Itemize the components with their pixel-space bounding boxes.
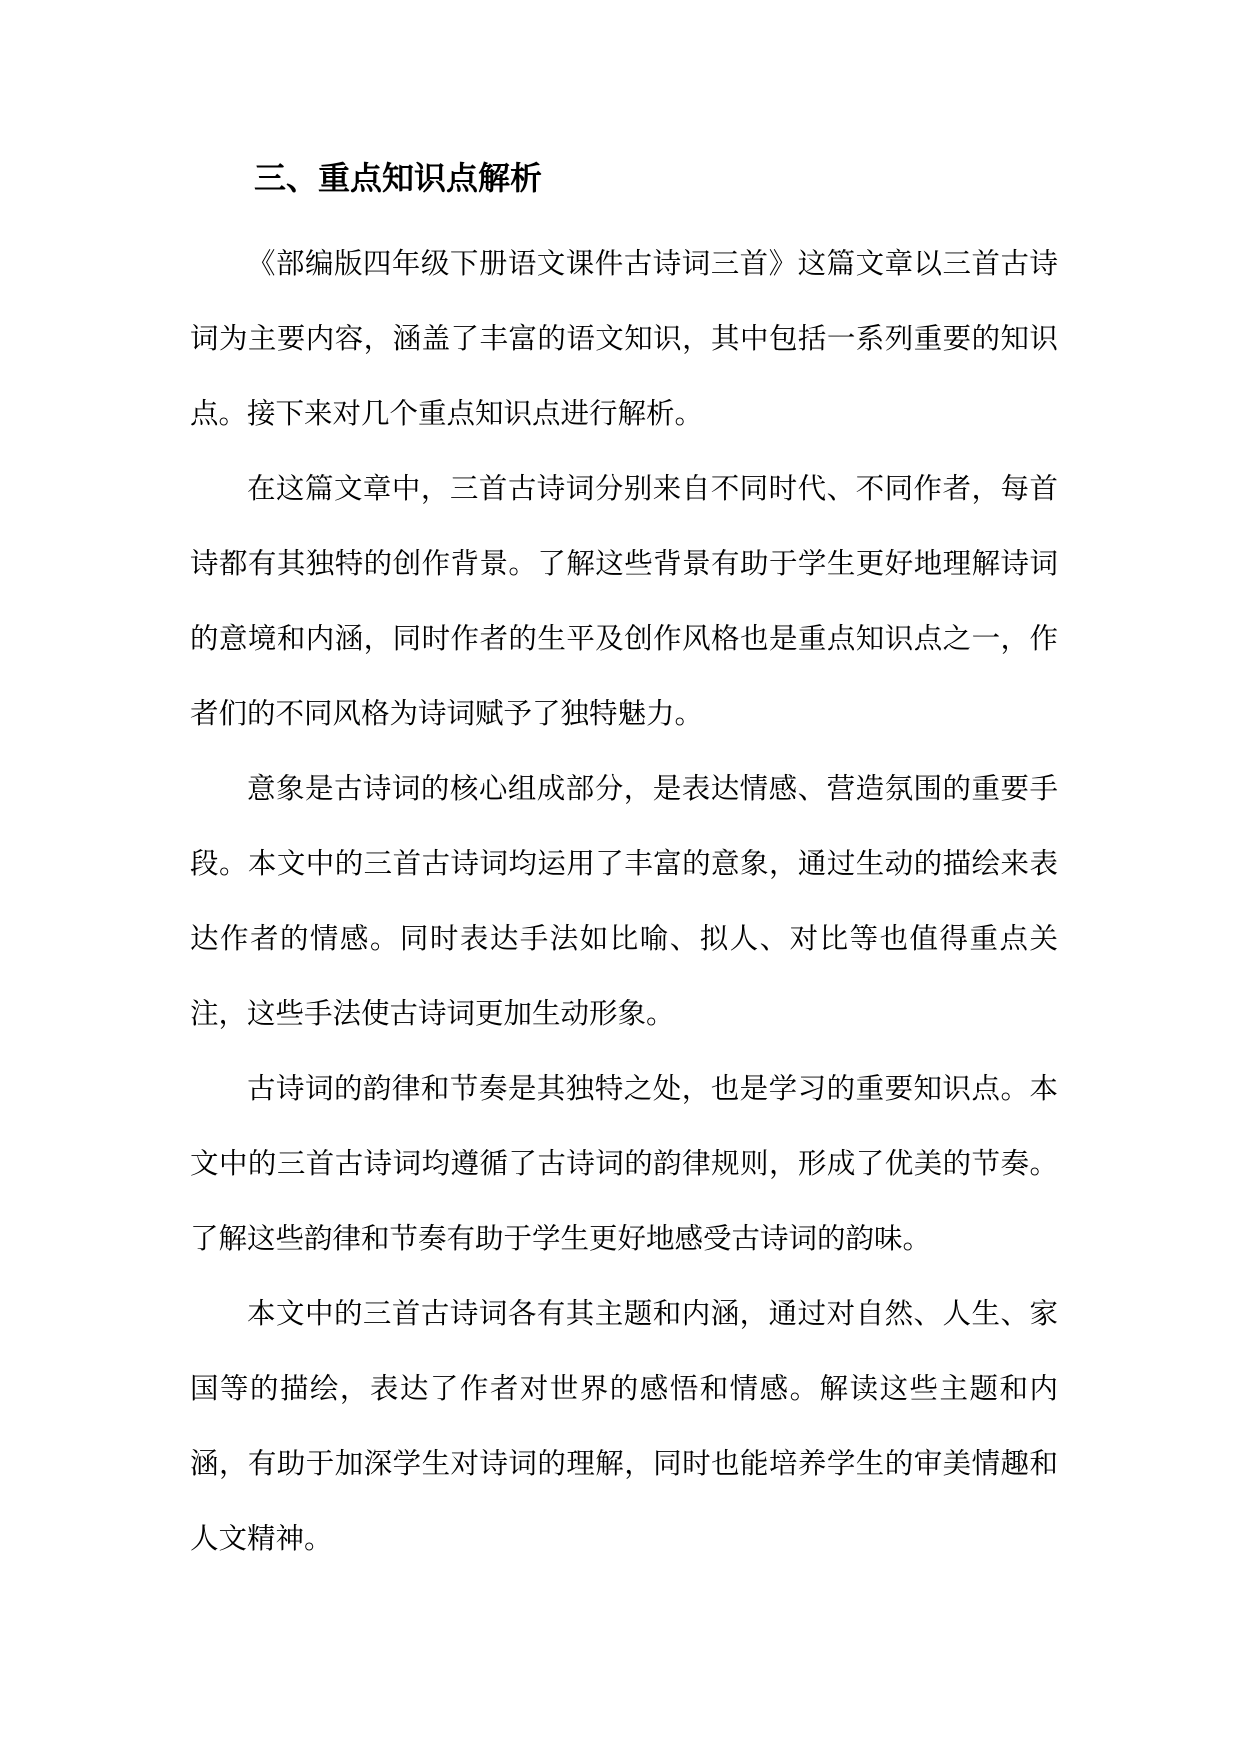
section-heading: 三、重点知识点解析 — [254, 159, 543, 197]
paragraph: 在这篇文章中，三首古诗词分别来自不同时代、不同作者，每首诗都有其独特的创作背景。了解这些背景有助于学生更好地理解诗词的意境和内涵，同时作者的生平及创作风格也是重点知识点之一，作者们的不同风格为诗词赋予了独特魅力。 — [190, 472, 1058, 730]
paragraph: 古诗词的韵律和节奏是其独特之处，也是学习的重要知识点。本文中的三首古诗词均遵循了古诗词的韵律规则，形成了优美的节奏。了解这些韵律和节奏有助于学生更好地感受古诗词的韵味。 — [190, 1072, 1058, 1255]
paragraph: 《部编版四年级下册语文课件古诗词三首》这篇文章以三首古诗词为主要内容，涵盖了丰富的语文知识，其中包括一系列重要的知识点。接下来对几个重点知识点进行解析。 — [190, 247, 1058, 430]
paragraph: 本文中的三首古诗词各有其主题和内涵，通过对自然、人生、家国等的描绘，表达了作者对世界的感悟和情感。解读这些主题和内涵，有助于加深学生对诗词的理解，同时也能培养学生的审美情趣和人文精神。 — [190, 1297, 1058, 1555]
page-content — [190, 148, 1058, 1576]
paragraph: 意象是古诗词的核心组成部分，是表达情感、营造氛围的重要手段。本文中的三首古诗词均运用了丰富的意象，通过生动的描绘来表达作者的情感。同时表达手法如比喻、拟人、对比等也值得重点关注，这些手法使古诗词更加生动形象。 — [190, 772, 1058, 1030]
